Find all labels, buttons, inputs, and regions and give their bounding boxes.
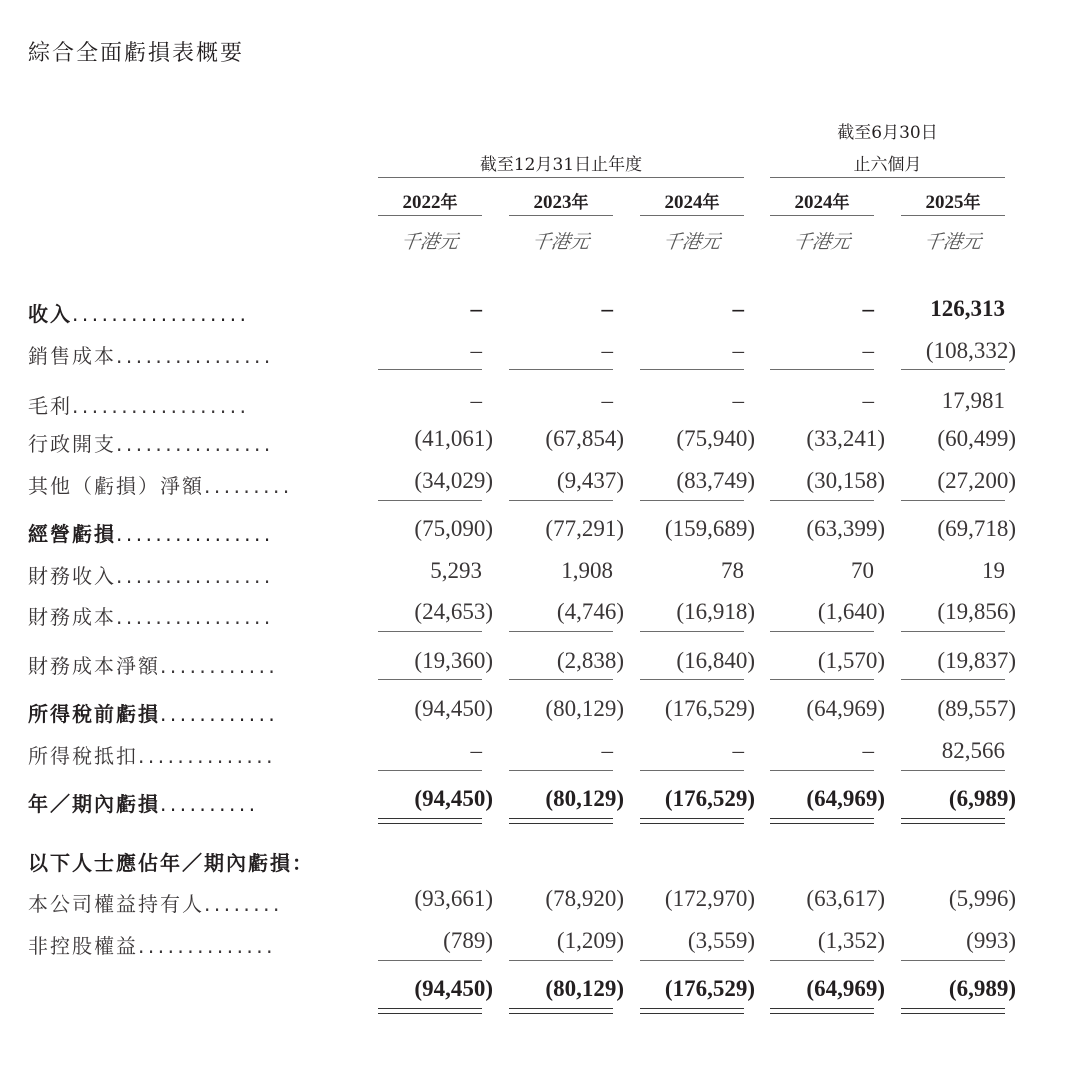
table-cell-value: 70 <box>851 558 874 583</box>
header-group-interim-line1-text: 截至6月30日 <box>837 123 938 143</box>
table-cell-value: – <box>470 738 482 763</box>
year-number: 2024 <box>664 192 703 213</box>
table-cell-value: – <box>732 338 744 363</box>
column-unit: 千港元 <box>399 231 460 253</box>
table-cell-value: (33,241) <box>806 426 885 451</box>
table-cell-value: 126,313 <box>930 296 1005 321</box>
table-cell-value: (80,129) <box>545 976 624 1001</box>
leader-dots: ................ <box>116 432 274 456</box>
leader-dots: ................ <box>116 344 274 368</box>
column-year-header <box>378 188 482 214</box>
row-label-text: 財務成本 <box>28 605 116 629</box>
table-cell-value: 5,293 <box>430 558 482 583</box>
table-cell-value: (19,837) <box>937 648 1016 673</box>
row-label-text: 銷售成本 <box>28 344 116 368</box>
row-label-text: 收入 <box>28 302 72 326</box>
table-cell-value: (176,529) <box>664 696 755 721</box>
table-cell-value: – <box>470 338 482 363</box>
table-cell-value: (2,838) <box>556 648 624 673</box>
table-cell-value: (89,557) <box>937 696 1016 721</box>
header-group-annual <box>378 150 744 175</box>
table-cell-value: (34,029) <box>414 468 493 493</box>
table-cell-value: (80,129) <box>545 786 624 811</box>
row-label <box>28 740 276 769</box>
subtotal-rule <box>640 770 744 771</box>
table-cell-value: (30,158) <box>806 468 885 493</box>
row-label-text: 所得稅抵扣 <box>28 744 138 768</box>
subtotal-rule <box>378 631 482 632</box>
subtotal-rule <box>378 679 482 680</box>
total-double-rule <box>640 1008 744 1014</box>
leader-dots: .............. <box>138 934 277 958</box>
table-cell-value: – <box>732 296 744 321</box>
year-suffix: 年 <box>832 193 850 213</box>
header-group-interim-line2-text: 止六個月 <box>853 155 922 175</box>
row-label <box>28 340 274 369</box>
table-cell-value: (1,640) <box>817 599 885 624</box>
table-cell-value: (64,969) <box>806 696 885 721</box>
subtotal-rule <box>901 369 1005 370</box>
leader-dots: .......... <box>160 792 259 816</box>
table-cell-value: – <box>470 388 482 413</box>
total-double-rule <box>640 818 744 824</box>
subtotal-rule <box>901 679 1005 680</box>
total-double-rule <box>901 1008 1005 1014</box>
year-header-rule <box>378 215 482 216</box>
column-year-header <box>770 188 874 214</box>
year-suffix: 年 <box>440 193 458 213</box>
subtotal-rule <box>378 500 482 501</box>
table-cell-value: (27,200) <box>937 468 1016 493</box>
row-label-text: 財務收入 <box>28 564 116 588</box>
row-label-text: 年／期內虧損 <box>28 792 160 816</box>
subtotal-rule <box>901 770 1005 771</box>
table-cell-value: 17,981 <box>941 388 1005 413</box>
row-label-text: 以下人士應佔年／期內虧損： <box>28 851 314 875</box>
table-cell-value: (19,856) <box>937 599 1016 624</box>
table-cell-value: (93,661) <box>414 886 493 911</box>
subtotal-rule <box>378 770 482 771</box>
leader-dots: ................ <box>116 564 274 588</box>
table-cell-value: (80,129) <box>545 696 624 721</box>
total-double-rule <box>378 1008 482 1014</box>
table-cell-value: (3,559) <box>687 928 755 953</box>
subtotal-rule <box>378 960 482 961</box>
subtotal-rule <box>509 369 613 370</box>
column-unit: 千港元 <box>791 231 852 253</box>
table-cell-value: (64,969) <box>806 786 885 811</box>
year-suffix: 年 <box>963 193 981 213</box>
table-cell-value: (1,209) <box>556 928 624 953</box>
column-year-header <box>901 188 1005 214</box>
row-label-text: 毛利 <box>28 394 72 418</box>
leader-dots: ................ <box>116 605 274 629</box>
table-cell-value: (60,499) <box>937 426 1016 451</box>
row-label <box>28 470 293 499</box>
row-label <box>28 888 283 917</box>
subtotal-rule <box>770 770 874 771</box>
row-label-text: 財務成本淨額 <box>28 654 160 678</box>
subtotal-rule <box>509 770 613 771</box>
header-group-annual-rule <box>378 177 744 178</box>
subtotal-rule <box>770 631 874 632</box>
row-label-text: 行政開支 <box>28 432 116 456</box>
table-cell-value: (159,689) <box>664 516 755 541</box>
table-cell-value: (75,090) <box>414 516 493 541</box>
table-cell-value: (64,969) <box>806 976 885 1001</box>
table-cell-value: (5,996) <box>948 886 1016 911</box>
table-cell-value: 1,908 <box>561 558 613 583</box>
row-label <box>28 650 278 679</box>
table-cell-value: – <box>862 296 874 321</box>
subtotal-rule <box>770 679 874 680</box>
table-cell-value: – <box>470 296 482 321</box>
leader-dots: ............ <box>160 654 279 678</box>
header-group-interim-rule <box>770 177 1005 178</box>
column-year-header <box>509 188 613 214</box>
table-cell-value: 78 <box>721 558 744 583</box>
header-group-interim-line2 <box>770 150 1005 175</box>
year-header-rule <box>509 215 613 216</box>
table-cell-value: (63,617) <box>806 886 885 911</box>
year-header-rule <box>770 215 874 216</box>
leader-dots: .............. <box>138 744 277 768</box>
table-cell-value: (19,360) <box>414 648 493 673</box>
leader-dots: ................ <box>116 522 274 546</box>
row-label <box>28 930 276 959</box>
row-label <box>28 847 314 876</box>
page-title: 綜合全面虧損表概要 <box>28 41 245 66</box>
table-cell-value: (63,399) <box>806 516 885 541</box>
row-label-text: 非控股權益 <box>28 934 138 958</box>
table-cell-value: (41,061) <box>414 426 493 451</box>
row-label <box>28 560 274 589</box>
leader-dots: .................. <box>72 302 250 326</box>
leader-dots: ............ <box>160 702 279 726</box>
total-double-rule <box>509 818 613 824</box>
table-cell-value: (6,989) <box>948 786 1016 811</box>
table-cell-value: (176,529) <box>664 786 755 811</box>
table-cell-value: (993) <box>966 928 1016 953</box>
table-cell-value: (1,570) <box>817 648 885 673</box>
subtotal-rule <box>901 960 1005 961</box>
year-number: 2025 <box>925 192 964 213</box>
column-unit: 千港元 <box>922 231 983 253</box>
subtotal-rule <box>770 369 874 370</box>
subtotal-rule <box>640 369 744 370</box>
table-cell-value: – <box>862 388 874 413</box>
table-cell-value: – <box>732 738 744 763</box>
table-cell-value: (69,718) <box>937 516 1016 541</box>
table-cell-value: – <box>862 338 874 363</box>
total-double-rule <box>901 818 1005 824</box>
table-cell-value: (16,840) <box>676 648 755 673</box>
subtotal-rule <box>509 631 613 632</box>
table-cell-value: (83,749) <box>676 468 755 493</box>
table-cell-value: – <box>601 296 613 321</box>
subtotal-rule <box>509 679 613 680</box>
table-cell-value: – <box>732 388 744 413</box>
year-number: 2022 <box>402 192 441 213</box>
subtotal-rule <box>770 500 874 501</box>
column-unit: 千港元 <box>530 231 591 253</box>
table-cell-value: – <box>601 338 613 363</box>
table-cell-value: – <box>862 738 874 763</box>
subtotal-rule <box>509 960 613 961</box>
year-header-rule <box>901 215 1005 216</box>
table-cell-value: (94,450) <box>414 696 493 721</box>
column-unit: 千港元 <box>661 231 722 253</box>
table-cell-value: (9,437) <box>556 468 624 493</box>
table-cell-value: (789) <box>443 928 493 953</box>
leader-dots: .................. <box>72 394 250 418</box>
column-year-header <box>640 188 744 214</box>
table-cell-value: (78,920) <box>545 886 624 911</box>
table-cell-value: (24,653) <box>414 599 493 624</box>
leader-dots: ......... <box>204 474 293 498</box>
table-cell-value: (4,746) <box>556 599 624 624</box>
leader-dots: ........ <box>204 892 283 916</box>
subtotal-rule <box>640 500 744 501</box>
row-label <box>28 788 259 817</box>
subtotal-rule <box>640 960 744 961</box>
table-cell-value: – <box>601 738 613 763</box>
row-label <box>28 518 274 547</box>
table-cell-value: – <box>601 388 613 413</box>
subtotal-rule <box>901 631 1005 632</box>
row-label <box>28 601 274 630</box>
table-cell-value: (75,940) <box>676 426 755 451</box>
row-label-text: 本公司權益持有人 <box>28 892 204 916</box>
subtotal-rule <box>640 679 744 680</box>
year-header-rule <box>640 215 744 216</box>
row-label <box>28 698 278 727</box>
total-double-rule <box>378 818 482 824</box>
table-cell-value: (172,970) <box>664 886 755 911</box>
row-label-text: 所得稅前虧損 <box>28 702 160 726</box>
row-label-text: 經營虧損 <box>28 522 116 546</box>
header-group-annual-text: 截至12月31日止年度 <box>479 155 643 175</box>
table-cell-value: (176,529) <box>664 976 755 1001</box>
row-label <box>28 298 249 327</box>
year-suffix: 年 <box>571 193 589 213</box>
table-cell-value: (6,989) <box>948 976 1016 1001</box>
table-cell-value: (108,332) <box>925 338 1016 363</box>
subtotal-rule <box>378 369 482 370</box>
table-cell-value: 82,566 <box>941 738 1005 763</box>
row-label <box>28 428 274 457</box>
header-group-interim-line1 <box>770 118 1005 143</box>
table-cell-value: (1,352) <box>817 928 885 953</box>
table-cell-value: 19 <box>982 558 1005 583</box>
subtotal-rule <box>509 500 613 501</box>
subtotal-rule <box>901 500 1005 501</box>
table-cell-value: (67,854) <box>545 426 624 451</box>
table-cell-value: (77,291) <box>545 516 624 541</box>
year-number: 2023 <box>533 192 572 213</box>
total-double-rule <box>770 1008 874 1014</box>
row-label <box>28 390 249 419</box>
subtotal-rule <box>770 960 874 961</box>
subtotal-rule <box>640 631 744 632</box>
year-suffix: 年 <box>702 193 720 213</box>
total-double-rule <box>509 1008 613 1014</box>
total-double-rule <box>770 818 874 824</box>
row-label-text: 其他（虧損）淨額 <box>28 474 204 498</box>
year-number: 2024 <box>794 192 833 213</box>
table-cell-value: (16,918) <box>676 599 755 624</box>
table-cell-value: (94,450) <box>414 976 493 1001</box>
table-cell-value: (94,450) <box>414 786 493 811</box>
